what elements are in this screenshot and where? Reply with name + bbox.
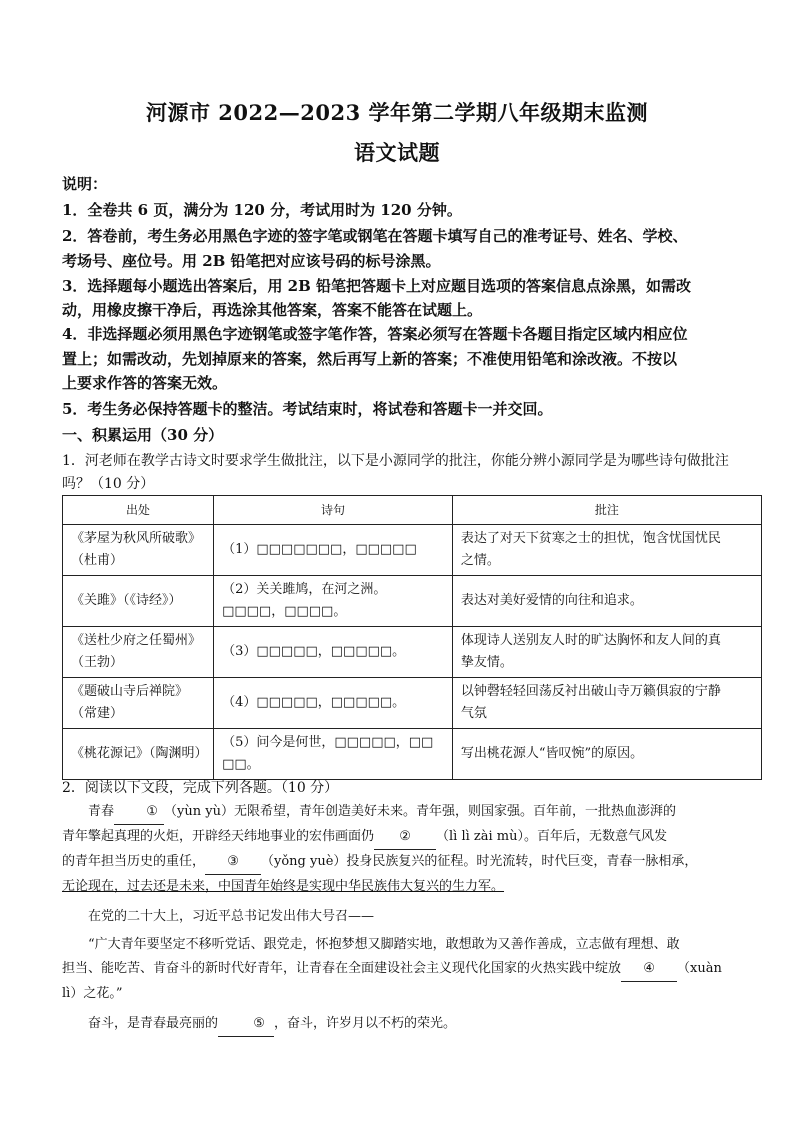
column-header-verse: 诗句 bbox=[214, 496, 453, 525]
note-cell bbox=[452, 678, 761, 729]
passage-line bbox=[62, 957, 742, 982]
verse-text: （4）□□□□□，□□□□□。 bbox=[222, 695, 406, 710]
column-header-note: 批注 bbox=[452, 496, 761, 525]
passage-line bbox=[62, 800, 742, 825]
author-text: （杜甫） bbox=[71, 553, 124, 568]
table-row bbox=[63, 576, 762, 627]
blank-5: ⑤ bbox=[218, 1012, 274, 1037]
page-subtitle: 语文试题 bbox=[354, 140, 440, 165]
note-text: 气氛 bbox=[460, 706, 487, 721]
passage-text: （yǒng yuè）投身民族复兴的征程。时光流转，时代巨变，青春一脉相承， bbox=[261, 854, 698, 869]
verse-text: （1）□□□□□□□，□□□□□ bbox=[222, 542, 417, 557]
blank-4: ④ bbox=[621, 957, 677, 982]
instruction-line: 置上；如需改动，先划掉原来的答案，然后再写上新的答案；不准使用铅笔和涂改液。不按以 bbox=[62, 350, 678, 368]
verse-text: □□□□，□□□□。 bbox=[222, 604, 347, 619]
source-text: 《茅屋为秋风所破歌》 bbox=[71, 531, 202, 546]
source-cell bbox=[63, 678, 214, 729]
note-text: 表达对美好爱情的向往和追求。 bbox=[460, 593, 643, 608]
table-row bbox=[63, 729, 762, 780]
verse-text: （5）问今是何世，□□□□□，□□ bbox=[222, 735, 434, 750]
passage-text: （yùn yù）无限希望，青年创造美好未来。青年强，则国家强。百年前，一批热血澎湃的 bbox=[164, 804, 676, 819]
verse-text: □□。 bbox=[222, 757, 260, 772]
source-text: 《题破山寺后禅院》 bbox=[71, 684, 189, 699]
table-row bbox=[63, 627, 762, 678]
passage-text: 青年擎起真理的火炬，开辟经天纬地事业的宏伟画面仍 bbox=[62, 829, 375, 844]
instruction-line: 上要求作答的答案无效。 bbox=[62, 374, 228, 392]
passage-line: “广大青年要坚定不移听党话、跟党走，怀抱梦想又脚踏实地，敢想敢为又善作善成，立志做有理想、敢 bbox=[88, 937, 680, 952]
verse-text: （2）关关雎鸠，在河之洲。 bbox=[222, 582, 387, 597]
question-1-prompt: 1．河老师在教学古诗文时要求学生做批注，以下是小源同学的批注，你能分辨小源同学是为哪些诗句做批注 bbox=[62, 453, 729, 469]
table-row bbox=[63, 678, 762, 729]
passage-line: 在党的二十大上，习近平总书记发出伟大号召—— bbox=[88, 909, 375, 924]
verse-cell bbox=[214, 729, 453, 780]
annotation-table bbox=[62, 495, 762, 780]
note-text: 写出桃花源人“皆叹惋”的原因。 bbox=[460, 746, 644, 761]
note-text: 之情。 bbox=[460, 553, 500, 568]
note-cell bbox=[452, 576, 761, 627]
passage-line: lì）之花。” bbox=[62, 986, 123, 1001]
passage-text: （xuàn bbox=[677, 961, 722, 976]
passage-text: 奋斗，是青春最亮丽的 bbox=[88, 1016, 219, 1031]
underlined-sentence: 无论现在，过去还是未来，中国青年始终是实现中华民族伟大复兴的生力军。 bbox=[62, 879, 505, 894]
passage-line bbox=[62, 825, 742, 850]
table-row bbox=[63, 525, 762, 576]
instruction-line: 5．考生务必保持答题卡的整洁。考试结束时，将试卷和答题卡一并交回。 bbox=[62, 400, 553, 418]
author-text: （王勃） bbox=[71, 655, 124, 670]
table-header-row bbox=[63, 496, 762, 525]
source-text: 《送杜少府之任蜀州》 bbox=[71, 633, 202, 648]
question-2-prompt: 2．阅读以下文段，完成下列各题。（10 分） bbox=[62, 780, 339, 796]
note-cell bbox=[452, 627, 761, 678]
passage-line bbox=[62, 850, 742, 875]
verse-cell bbox=[214, 678, 453, 729]
note-text: 以钟磬轻轻回荡反衬出破山寺万籁俱寂的宁静 bbox=[460, 684, 721, 699]
note-text: 挚友情。 bbox=[460, 655, 513, 670]
page-title: 河源市 2022—2023 学年第二学期八年级期末监测 bbox=[145, 100, 648, 125]
passage-text: ，奋斗，许岁月以不朽的荣光。 bbox=[274, 1016, 457, 1031]
instruction-line: 4．非选择题必须用黑色字迹钢笔或签字笔作答，答案必须写在答题卡各题目指定区域内相应位 bbox=[62, 325, 688, 343]
verse-text: （3）□□□□□，□□□□□。 bbox=[222, 644, 406, 659]
verse-cell bbox=[214, 576, 453, 627]
instruction-line: 1．全卷共 6 页，满分为 120 分，考试用时为 120 分钟。 bbox=[62, 201, 462, 219]
source-cell bbox=[63, 576, 214, 627]
blank-3: ③ bbox=[205, 850, 261, 875]
source-text: 《桃花源记》（陶渊明） bbox=[71, 746, 208, 761]
source-cell bbox=[63, 627, 214, 678]
source-cell bbox=[63, 525, 214, 576]
note-cell bbox=[452, 729, 761, 780]
verse-cell bbox=[214, 627, 453, 678]
question-1-prompt-cont: 吗？（10 分） bbox=[62, 476, 155, 492]
passage-text: 的青年担当历史的重任， bbox=[62, 854, 206, 869]
author-text: （常建） bbox=[71, 706, 124, 721]
passage-text: 担当、能吃苦、肯奋斗的新时代好青年，让青春在全面建设社会主义现代化国家的火热实践中绽放 bbox=[62, 961, 622, 976]
verse-cell bbox=[214, 525, 453, 576]
instruction-line: 考场号、座位号。用 2B 铅笔把对应该号码的标号涂黑。 bbox=[62, 252, 441, 270]
blank-2: ② bbox=[374, 825, 436, 850]
passage-line bbox=[62, 1012, 742, 1037]
source-text: 《关雎》（《诗经》） bbox=[71, 593, 182, 608]
instructions-heading: 说明： bbox=[62, 175, 108, 193]
note-text: 表达了对天下贫寒之士的担忧，饱含忧国忧民 bbox=[460, 531, 721, 546]
note-cell bbox=[452, 525, 761, 576]
instruction-line: 2．答卷前，考生务必用黑色字迹的签字笔或钢笔在答题卡填写自己的准考证号、姓名、学校、 bbox=[62, 227, 688, 245]
column-header-source: 出处 bbox=[63, 496, 214, 525]
blank-1: ① bbox=[114, 800, 164, 825]
instruction-line: 3．选择题每小题选出答案后，用 2B 铅笔把答题卡上对应题目选项的答案信息点涂黑，如需改 bbox=[62, 277, 692, 295]
source-cell bbox=[63, 729, 214, 780]
instruction-line: 动，用橡皮擦干净后，再选涂其他答案，答案不能答在试题上。 bbox=[62, 301, 483, 319]
reading-passage bbox=[62, 800, 742, 1037]
note-text: 体现诗人送别友人时的旷达胸怀和友人间的真 bbox=[460, 633, 721, 648]
section-heading: 一、积累运用（30 分） bbox=[62, 426, 224, 444]
passage-text: （lì lì zài mù）。百年后，无数意气风发 bbox=[436, 829, 668, 844]
passage-text: 青春 bbox=[88, 804, 115, 819]
